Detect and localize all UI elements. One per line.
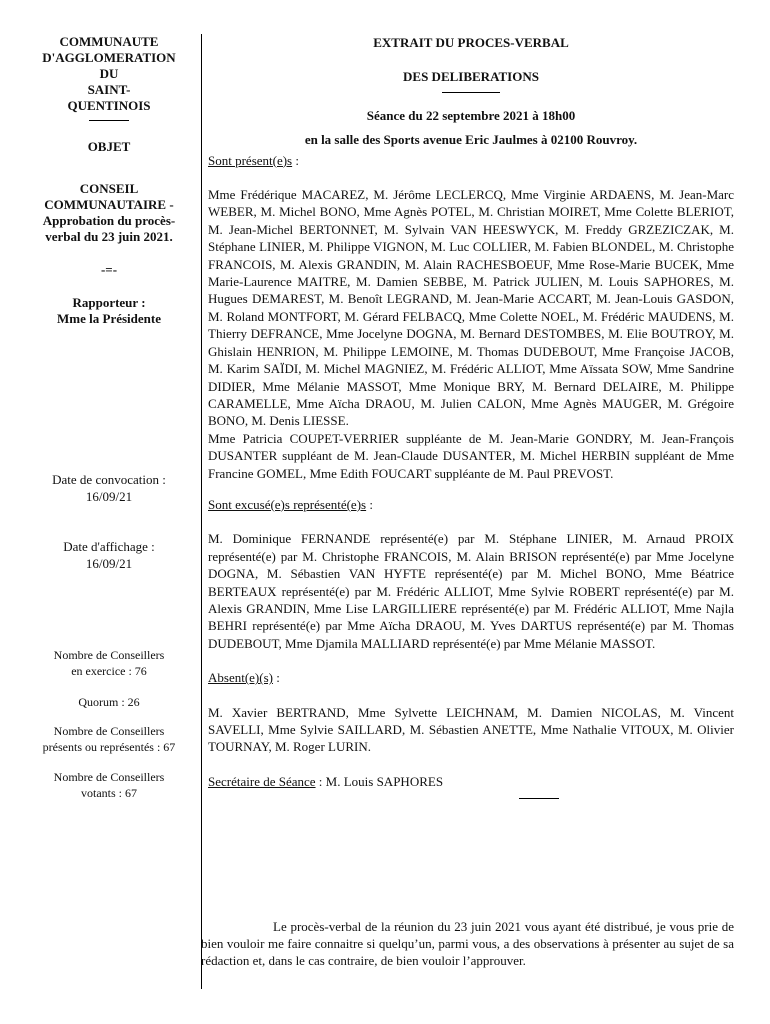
presents-label: Nombre de Conseillers: [53, 724, 165, 738]
convocation-value: 16/09/21: [85, 489, 133, 504]
affichage-date: [18, 538, 200, 572]
objet-line: COMMUNAUTAIRE -: [44, 197, 174, 212]
absent-list: M. Xavier BERTRAND, Mme Sylvette LEICHNAM, M. Damien NICOLAS, M. Vincent SAVELLI, Mme Sylvie SAILLARD, M. Sébastien ANETTE, Mme Nathalie VITOUX, M. Olivier TOURNAY, M. Roger LURIN.: [208, 704, 734, 755]
rapporteur-label: Rapporteur :: [72, 295, 146, 310]
absent-colon: :: [272, 670, 280, 686]
document-subtitle: DES DELIBERATIONS: [403, 69, 539, 85]
secretaire: [208, 773, 734, 790]
conseillers-exercice: [18, 647, 200, 679]
objet-line: verbal du 23 juin 2021.: [45, 229, 173, 244]
org-line: COMMUNAUTE: [59, 34, 159, 49]
suppleants-list: Mme Patricia COUPET-VERRIER suppléante de M. Jean-Marie GONDRY, M. Jean-François DUSANTER suppléant de M. Jean-Claude DUSANTER, M. Michel HERBIN suppléant de Mme Francine GOMEL, Mme Edith FOUCART suppléante de M. Paul PREVOST.: [208, 430, 734, 481]
presents-value: présents ou représentés : 67: [42, 740, 176, 754]
present-list: Mme Frédérique MACAREZ, M. Jérôme LECLERCQ, Mme Virginie ARDAENS, M. Jean-Marc WEBER, M. Michel BONO, Mme Agnès POTEL, M. Christian MOIRET, Mme Colette BLERIOT, M. Jean-Michel BERTONNET, M. Sylvain VAN HEESWYCK, M. Freddy GRZEZICZAK, M. Stéphane LINIER, M. Philippe VIGNON, M. Luc COLLIER, M. Fabien BLONDEL, M. Christophe FRANCOIS, M. Alexis GRANDIN, M. Alain RACHESBOEUF, Mme Rose-Marie BUCEK, Mme Marie-Laurence MAITRE, M. Damien SEBBE, M. Patrick JULIEN, M. Louis SAPHORES, M. Hugues DEMAREST, M. Benoît LEGRAND, M. Jean-Marie ACCART, M. Jean-Louis GASDON, M. Roland MONTFORT, M. Gérard FELBACQ, Mme Colette NOEL, M. Frédéric MAUDENS, M. Thierry DEFRANCE, Mme Jocelyne DOGNA, M. Bernard DESTOMBES, M. Elie BOUTROY, M. Ghislain HENRION, M. Philippe LEMOINE, M. Thomas DUDEBOUT, Mme Françoise JACOB, M. Karim SAÏDI, M. Michel MAGNIEZ, M. Frédéric ALLIOT, Mme Aïssata SOW, Mme Sandrine DIDIER, Mme Mélanie MASSOT, Mme Monique BRY, M. Bernard DELAIRE, M. Philippe CARAMELLE, Mme Aïcha DRAOU, M. Julien CALON, Mme Agnès MAUGER, M. Grégoire BONO, M. Denis LIESSE.: [208, 187, 734, 429]
excuse-label: Sont excusé(e)s représenté(e)s: [208, 496, 367, 512]
closing-paragraph: Le procès-verbal de la réunion du 23 juin 2021 vous ayant été distribué, je vous prie de bien vouloir me faire connaitre si quelqu’un, parmi vous, a des observations à présenter au sujet de sa rédaction et, dans le cas contraire, de bien vouloir l’approuver.: [201, 919, 734, 968]
objet-line: Approbation du procès-: [42, 213, 176, 228]
conseillers-votants: [18, 769, 200, 801]
objet-line: CONSEIL: [79, 181, 139, 196]
conseillers-presents: [18, 723, 200, 755]
affichage-label: Date d'affichage :: [63, 539, 155, 554]
present-label: Sont présent(e)s: [208, 152, 293, 168]
org-line: D'AGGLOMERATION: [42, 50, 176, 65]
absent-heading: [208, 669, 734, 686]
secretaire-divider: [519, 798, 559, 799]
excuse-list: M. Dominique FERNANDE représenté(e) par M. Stéphane LINIER, M. Arnaud PROIX représenté(e) par M. Christophe FRANCOIS, M. Alain BRISON représenté(e) par Mme Jocelyne DOGNA, M. Sébastien VAN HYFTE représenté(e) par M. Michel BONO, Mme Béatrice BERTEAUX représenté(e) par M. Frédéric ALLIOT, Mme Sylvie ROBERT représenté(e) par M. Alexis GRANDIN, Mme Lise LARGILLIERE représenté(e) par M. Frédéric ALLIOT, Mme Najla BEHRI représenté(e) par Mme Aïcha DRAOU, M. Yves DARTUS représenté(e) par M. Thomas DUDEBOUT, Mme Djamila MALLIARD représenté(e) par Mme Mélanie MASSOT.: [208, 531, 734, 651]
convocation-label: Date de convocation :: [52, 472, 166, 487]
seance-date: Séance du 22 septembre 2021 à 18h00: [366, 107, 576, 123]
present-heading: [208, 152, 734, 169]
affichage-value: 16/09/21: [85, 556, 133, 571]
votants-label: Nombre de Conseillers: [53, 770, 165, 784]
present-colon: :: [292, 152, 299, 168]
excuse-heading: [208, 496, 734, 513]
document-title: EXTRAIT DU PROCES-VERBAL: [373, 35, 569, 50]
convocation-date: [18, 471, 200, 505]
quorum: Quorum : 26: [78, 695, 140, 709]
votants-value: votants : 67: [81, 786, 137, 800]
column-divider: [201, 34, 202, 989]
absent-label: Absent(e)(s): [208, 670, 273, 686]
rapporteur-value: Mme la Présidente: [57, 311, 161, 326]
objet-text: [18, 181, 200, 245]
org-line: QUENTINOIS: [67, 98, 151, 113]
left-margin-column: [18, 34, 200, 327]
organization-name: [18, 34, 200, 114]
secretaire-label: Secrétaire de Séance: [208, 773, 316, 789]
rapporteur: [18, 295, 200, 327]
org-line: DU: [99, 66, 119, 81]
seance-location: en la salle des Sports avenue Eric Jaulmes à 02100 Rouvroy.: [304, 132, 638, 148]
exercice-label: Nombre de Conseillers: [53, 648, 165, 662]
org-line: SAINT-: [87, 82, 131, 97]
secretaire-value: : M. Louis SAPHORES: [315, 773, 444, 789]
exercice-value: en exercice : 76: [71, 664, 147, 678]
objet-label: OBJET: [87, 139, 131, 154]
main-column: [208, 34, 734, 799]
separator: -=-: [100, 262, 118, 277]
excuse-colon: :: [366, 496, 373, 512]
